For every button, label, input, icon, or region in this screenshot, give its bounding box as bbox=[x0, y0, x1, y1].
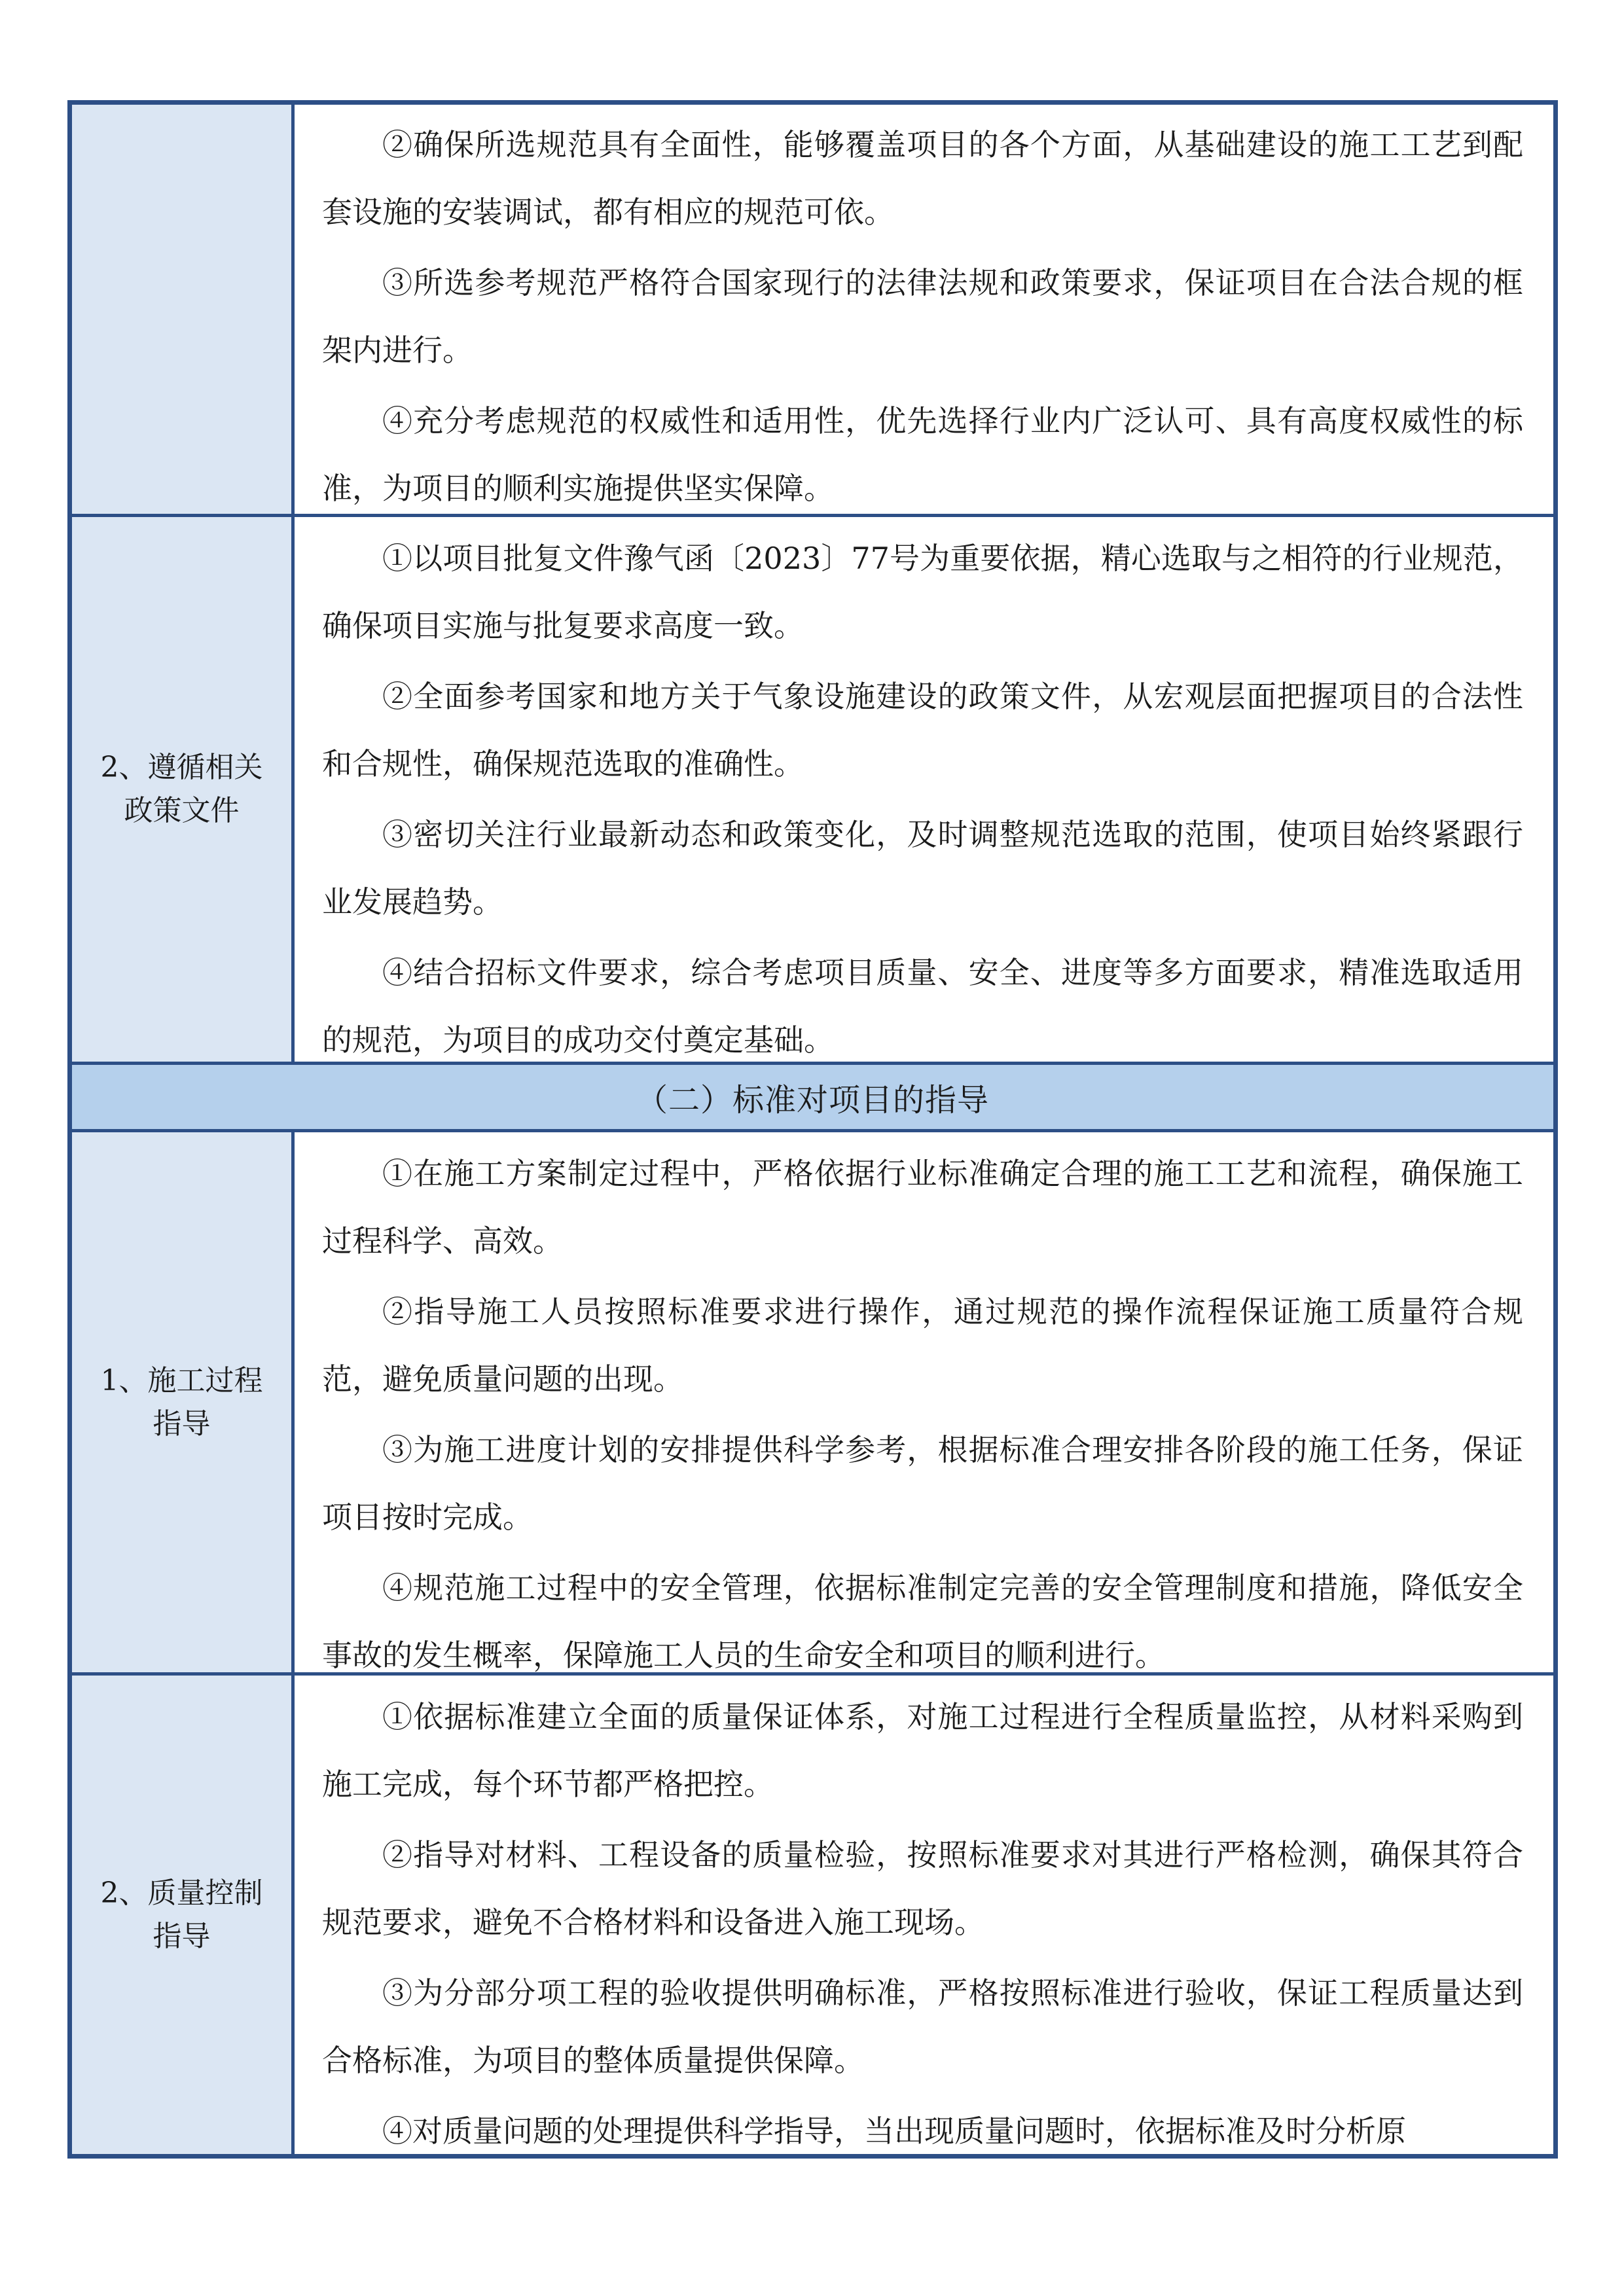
paragraph: ③密切关注行业最新动态和政策变化，及时调整规范选取的范围，使项目始终紧跟行业发展趋势。 bbox=[322, 817, 1523, 920]
paragraph: ①以项目批复文件豫气函〔2023〕77号为重要依据，精心选取与之相符的行业规范，确保项目实施与批复要求高度一致。 bbox=[322, 541, 1523, 643]
paragraph: ③所选参考规范严格符合国家现行的法律法规和政策要求，保证项目在合法合规的框架内进行。 bbox=[322, 265, 1523, 368]
row-label-quality: 2、质量控制指导 bbox=[72, 1676, 295, 2154]
row-content-cell bbox=[295, 105, 1553, 514]
paragraph: ②确保所选规范具有全面性，能够覆盖项目的各个方面，从基础建设的施工工艺到配套设施的安装调试，都有相应的规范可依。 bbox=[322, 127, 1523, 230]
paragraph: ③为分部分项工程的验收提供明确标准，严格按照标准进行验收，保证工程质量达到合格标准，为项目的整体质量提供保障。 bbox=[322, 1975, 1523, 2078]
table-row-construction bbox=[72, 1129, 1553, 1672]
paragraph: ①在施工方案制定过程中，严格依据行业标准确定合理的施工工艺和流程，确保施工过程科学、高效。 bbox=[322, 1156, 1523, 1259]
table-row-quality bbox=[72, 1672, 1553, 2154]
section-title-row: （二）标准对项目的指导 bbox=[72, 1062, 1553, 1129]
paragraph: ②指导施工人员按照标准要求进行操作，通过规范的操作流程保证施工质量符合规范，避免质量问题的出现。 bbox=[322, 1294, 1523, 1397]
paragraph: ④对质量问题的处理提供科学指导，当出现质量问题时，依据标准及时分析原 bbox=[382, 2113, 1406, 2149]
paragraph: ④充分考虑规范的权威性和适用性，优先选择行业内广泛认可、具有高度权威性的标准，为项目的顺利实施提供坚实保障。 bbox=[322, 403, 1523, 506]
row-content-cell bbox=[295, 517, 1553, 1062]
table-row-policy bbox=[72, 514, 1553, 1062]
row-label-policy: 2、遵循相关政策文件 bbox=[72, 517, 295, 1062]
row-label-construction: 1、施工过程指导 bbox=[72, 1132, 295, 1672]
row-content-cell bbox=[295, 1132, 1553, 1672]
paragraph: ④规范施工过程中的安全管理，依据标准制定完善的安全管理制度和措施，降低安全事故的发生概率，保障施工人员的生命安全和项目的顺利进行。 bbox=[322, 1570, 1523, 1673]
paragraph: ①依据标准建立全面的质量保证体系，对施工过程进行全程质量监控，从材料采购到施工完成，每个环节都严格把控。 bbox=[322, 1699, 1523, 1802]
table-row-continued bbox=[72, 105, 1553, 514]
paragraph: ②指导对材料、工程设备的质量检验，按照标准要求对其进行严格检测，确保其符合规范要求，避免不合格材料和设备进入施工现场。 bbox=[322, 1837, 1523, 1940]
standards-table bbox=[67, 100, 1558, 2159]
paragraph: ③为施工进度计划的安排提供科学参考，根据标准合理安排各阶段的施工任务，保证项目按时完成。 bbox=[322, 1432, 1523, 1535]
paragraph: ④结合招标文件要求，综合考虑项目质量、安全、进度等多方面要求，精准选取适用的规范，为项目的成功交付奠定基础。 bbox=[322, 955, 1523, 1058]
row-label-cell bbox=[72, 105, 295, 514]
row-content-cell bbox=[295, 1676, 1553, 2154]
paragraph: ②全面参考国家和地方关于气象设施建设的政策文件，从宏观层面把握项目的合法性和合规性，确保规范选取的准确性。 bbox=[322, 679, 1523, 781]
